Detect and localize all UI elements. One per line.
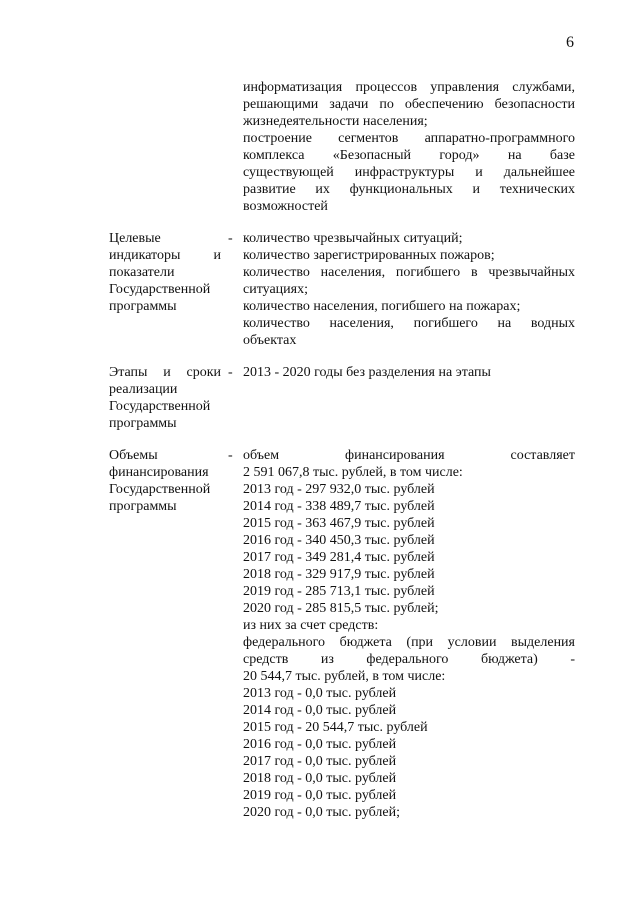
block1-line: существующей инфраструктуры и дальнейшее [243,165,575,180]
stages-dash: - [228,365,233,380]
block1-line: построение сегментов аппаратно-программного [243,131,575,146]
block1-line: решающими задачи по обеспечению безопасности [243,97,575,112]
block1-line: жизнедеятельности населения; [243,114,428,129]
stages-value: 2013 - 2020 годы без разделения на этапы [243,365,491,380]
indicators-dash: - [228,231,233,246]
block1-line: возможностей [243,199,328,214]
block1-line: развитие их функциональных и технических [243,182,575,197]
page-number: 6 [566,34,574,51]
block1-line: информатизация процессов управления службами, [243,80,575,95]
funding-dash: - [228,448,233,463]
block1-line: комплекса «Безопасный город» на базе [243,148,575,163]
